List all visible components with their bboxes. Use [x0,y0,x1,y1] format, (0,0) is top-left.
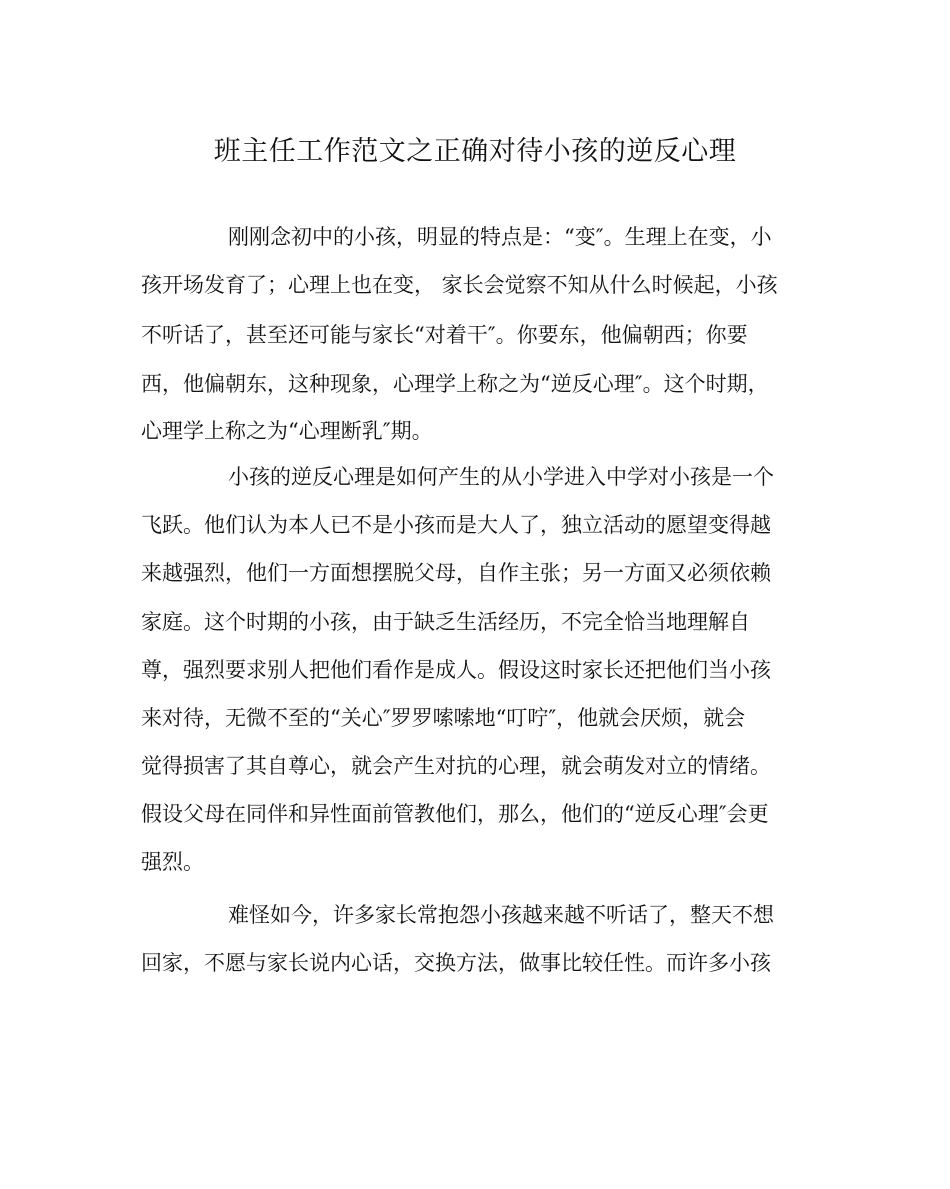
paragraph-1-line-3: 不听话了，甚至还可能与家长“对着干″。你要东，他偏朝西；你要 [141,323,748,347]
paragraph-2-line-4: 家庭。这个时期的小孩，由于缺乏生活经历，不完全恰当地理解自 [141,610,750,634]
paragraph-1-line-2: 孩开场发育了；心理上也在变， 家长会觉察不知从什么时候起，小孩 [141,273,778,297]
paragraph-2-line-2: 飞跃。他们认为本人已不是小孩而是大人了，独立活动的愿望变得越 [141,513,771,537]
paragraph-2-line-6: 来对待，无微不至的“关心″罗罗嗦嗦地“叮咛″，他就会厌烦，就会 [141,706,746,730]
document-title: 班主任工作范文之正确对待小孩的逆反心理 [213,136,737,167]
paragraph-2-line-5: 尊，强烈要求别人把他们看作是成人。假设这时家长还把他们当小孩 [141,658,771,682]
paragraph-1-line-5: 心理学上称之为“心理断乳″期。 [141,419,433,443]
paragraph-2-line-9: 强烈。 [141,850,204,874]
paragraph-2-line-7: 觉得损害了其自尊心，就会产生对抗的心理，就会萌发对立的情绪。 [141,754,771,778]
paragraph-3-line-1: 难怪如今，许多家长常抱怨小孩越来越不听话了，整天不想 [228,903,774,927]
paragraph-2-line-1: 小孩的逆反心理是如何产生的从小学进入中学对小孩是一个 [228,465,774,489]
paragraph-1-line-4: 西，他偏朝东，这种现象，心理学上称之为“逆反心理″。这个时期， [141,372,769,396]
paragraph-2-line-8: 假设父母在同伴和异性面前管教他们，那么，他们的“逆反心理″会更 [141,802,769,826]
paragraph-2-line-3: 来越强烈，他们一方面想摆脱父母，自作主张；另一方面又必须依赖 [141,561,771,585]
paragraph-1-line-1: 刚刚念初中的小孩，明显的特点是：“变″。生理上在变，小 [228,225,772,249]
paragraph-3-line-2: 回家，不愿与家长说内心话，交换方法，做事比较任性。而许多小孩 [141,951,771,975]
